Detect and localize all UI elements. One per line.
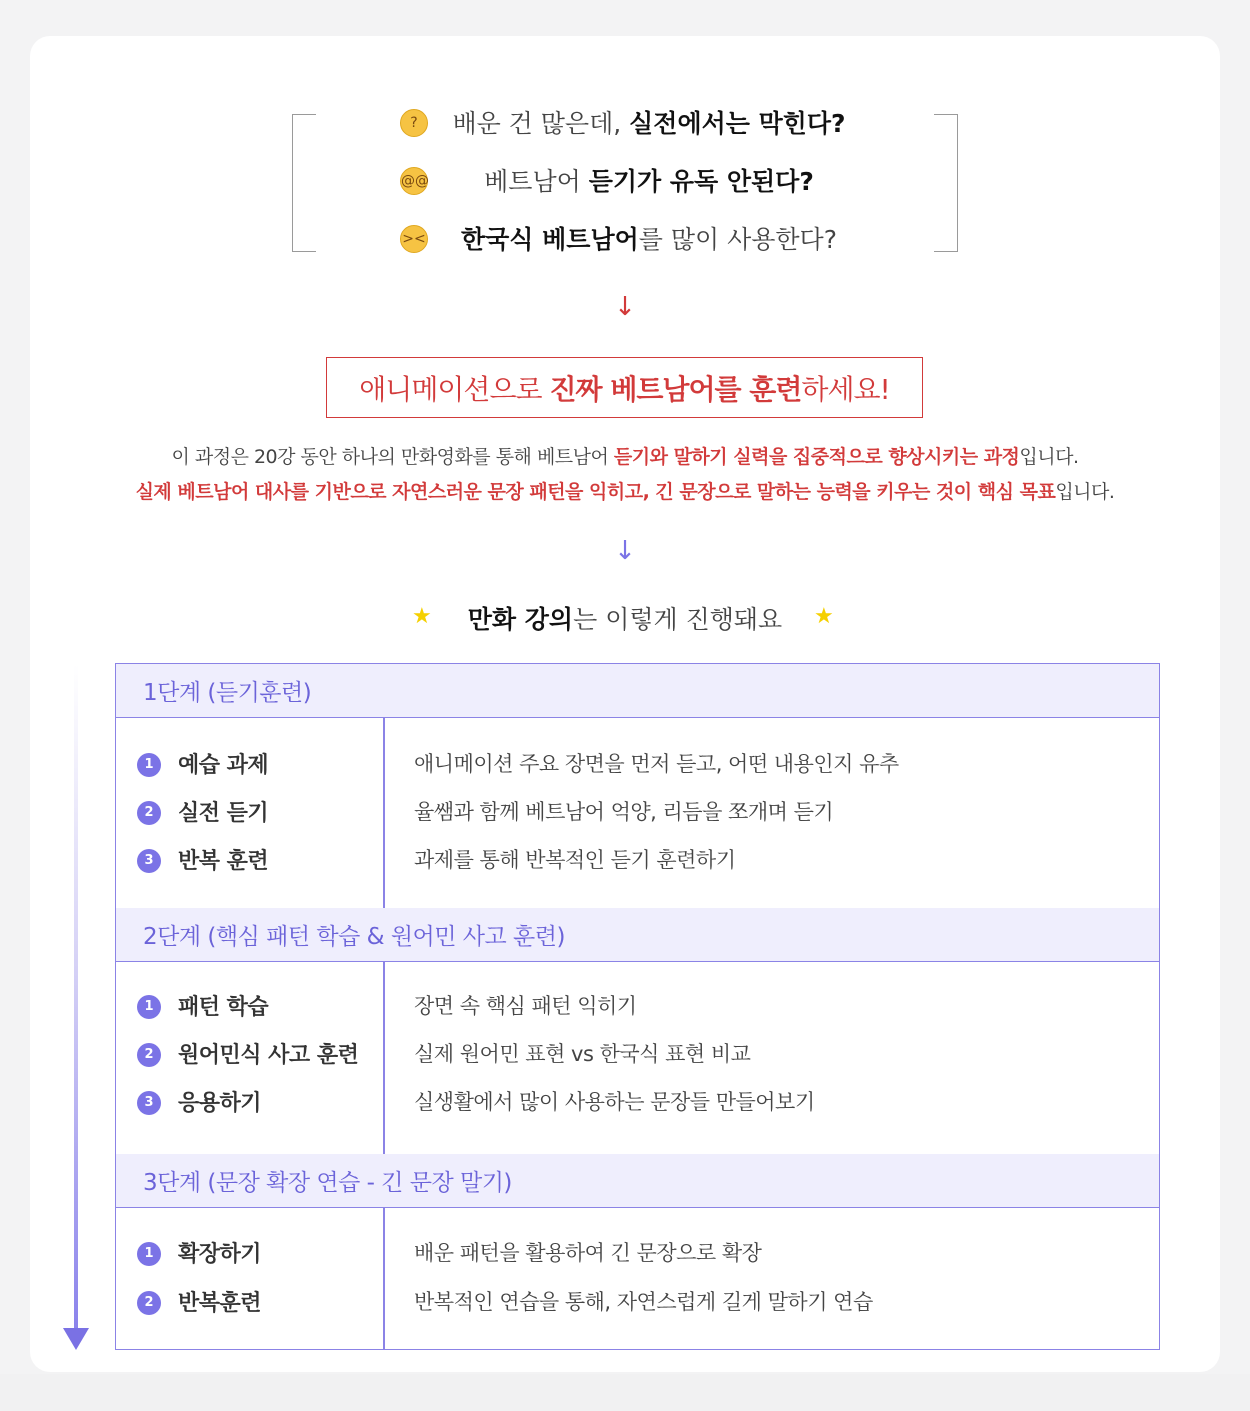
progress-line: [74, 664, 78, 1330]
step-name: 응용하기: [178, 1091, 262, 1116]
stage-1-body: [116, 718, 1159, 909]
problem-1-text: 배운 건 많은데,: [452, 109, 630, 138]
step-description: 장면 속 핵심 패턴 익히기: [414, 994, 637, 1018]
step-number-badge: 1: [137, 753, 161, 777]
description-1-text: 이 과정은 20강 동안 하나의 만화영화를 통해 베트남어: [171, 446, 614, 468]
down-arrow-purple-icon: ↓: [614, 536, 636, 566]
step-name: 확장하기: [178, 1242, 262, 1267]
heading-rest: 는 이렇게 진행돼요: [573, 605, 783, 634]
description-1-end: 입니다.: [1019, 446, 1079, 468]
description-1-highlight: 듣기와 말하기 실력을 집중적으로 향상시키는 과정: [613, 446, 1020, 468]
cta-text-post: 하세요!: [801, 372, 890, 406]
step-number-badge: 3: [137, 1091, 161, 1115]
step-number-badge: 2: [137, 1043, 161, 1067]
thinking-face-icon: ?: [400, 109, 428, 137]
table-row: [116, 1034, 1159, 1074]
description-2-highlight: 실제 베트남어 대사를 기반으로 자연스러운 문장 패턴을 익히고, 긴 문장으로 말하는 능력을 키우는 것이 핵심 목표: [135, 481, 1056, 503]
table-row: [116, 1282, 1159, 1322]
problem-3-text: 를 많이 사용한다?: [638, 225, 837, 254]
problem-3-bold: 한국식 베트남어: [461, 225, 639, 254]
star-icon: ★: [412, 604, 432, 629]
step-description: 실제 원어민 표현 vs 한국식 표현 비교: [414, 1042, 751, 1066]
step-name: 반복훈련: [178, 1291, 262, 1316]
step-number-badge: 2: [137, 801, 161, 825]
step-description: 율쌤과 함께 베트남어 억양, 리듬을 쪼개며 듣기: [414, 800, 834, 824]
step-name: 패턴 학습: [178, 995, 269, 1020]
problem-2-bold: 듣기가 유독 안된다?: [588, 167, 814, 196]
step-name: 원어민식 사고 훈련: [178, 1043, 359, 1068]
stage-3-body: [116, 1208, 1159, 1349]
step-description: 과제를 통해 반복적인 듣기 훈련하기: [414, 848, 736, 872]
down-arrow-red-icon: ↓: [614, 292, 636, 322]
table-row: [116, 840, 1159, 880]
step-description: 배운 패턴을 활용하여 긴 문장으로 확장: [414, 1241, 762, 1265]
stage-1-header: 1단계 (듣기훈련): [116, 664, 1159, 718]
step-number-badge: 3: [137, 849, 161, 873]
table-row: [116, 1233, 1159, 1273]
step-description: 애니메이션 주요 장면을 먼저 듣고, 어떤 내용인지 유추: [414, 752, 899, 776]
description-line-1: [60, 442, 1190, 469]
step-number-badge: 1: [137, 995, 161, 1019]
page-bottom-strip: [0, 1374, 1250, 1411]
stage-2-body: [116, 962, 1159, 1155]
step-description: 반복적인 연습을 통해, 자연스럽게 길게 말하기 연습: [414, 1290, 873, 1314]
confounded-face-icon: ><: [400, 225, 428, 253]
description-2-end: 입니다.: [1055, 481, 1115, 503]
description-line-2: [60, 477, 1190, 504]
problem-line-3: [290, 216, 960, 260]
step-description: 실생활에서 많이 사용하는 문장들 만들어보기: [414, 1090, 815, 1114]
cta-text-pre: 애니메이션으로: [359, 372, 542, 406]
stage-table: [115, 663, 1160, 1350]
heading-bold: 만화 강의: [467, 605, 574, 634]
table-row: [116, 792, 1159, 832]
table-row: [116, 744, 1159, 784]
problem-2-text: 베트남어: [484, 167, 589, 196]
column-divider: [383, 1208, 385, 1349]
step-name: 반복 훈련: [178, 849, 269, 874]
table-row: [116, 986, 1159, 1026]
problem-line-1: [290, 100, 960, 144]
stage-3-header: 3단계 (문장 확장 연습 - 긴 문장 말기): [116, 1154, 1159, 1208]
dizzy-face-icon: @@: [400, 167, 428, 195]
cta-box: [326, 357, 923, 418]
stage-2-header: 2단계 (핵심 패턴 학습 & 원어민 사고 훈련): [116, 908, 1159, 962]
progress-arrow-head-icon: [63, 1328, 89, 1350]
cta-text-bold: 진짜 베트남어를 훈련: [549, 372, 802, 406]
step-name: 예습 과제: [178, 753, 269, 778]
problem-line-2: [290, 158, 960, 202]
table-row: [116, 1082, 1159, 1122]
section-heading: [400, 598, 850, 638]
step-name: 실전 듣기: [178, 801, 269, 826]
problem-1-bold: 실전에서는 막힌다?: [629, 109, 846, 138]
step-number-badge: 1: [137, 1242, 161, 1266]
step-number-badge: 2: [137, 1291, 161, 1315]
star-icon: ★: [814, 604, 834, 629]
